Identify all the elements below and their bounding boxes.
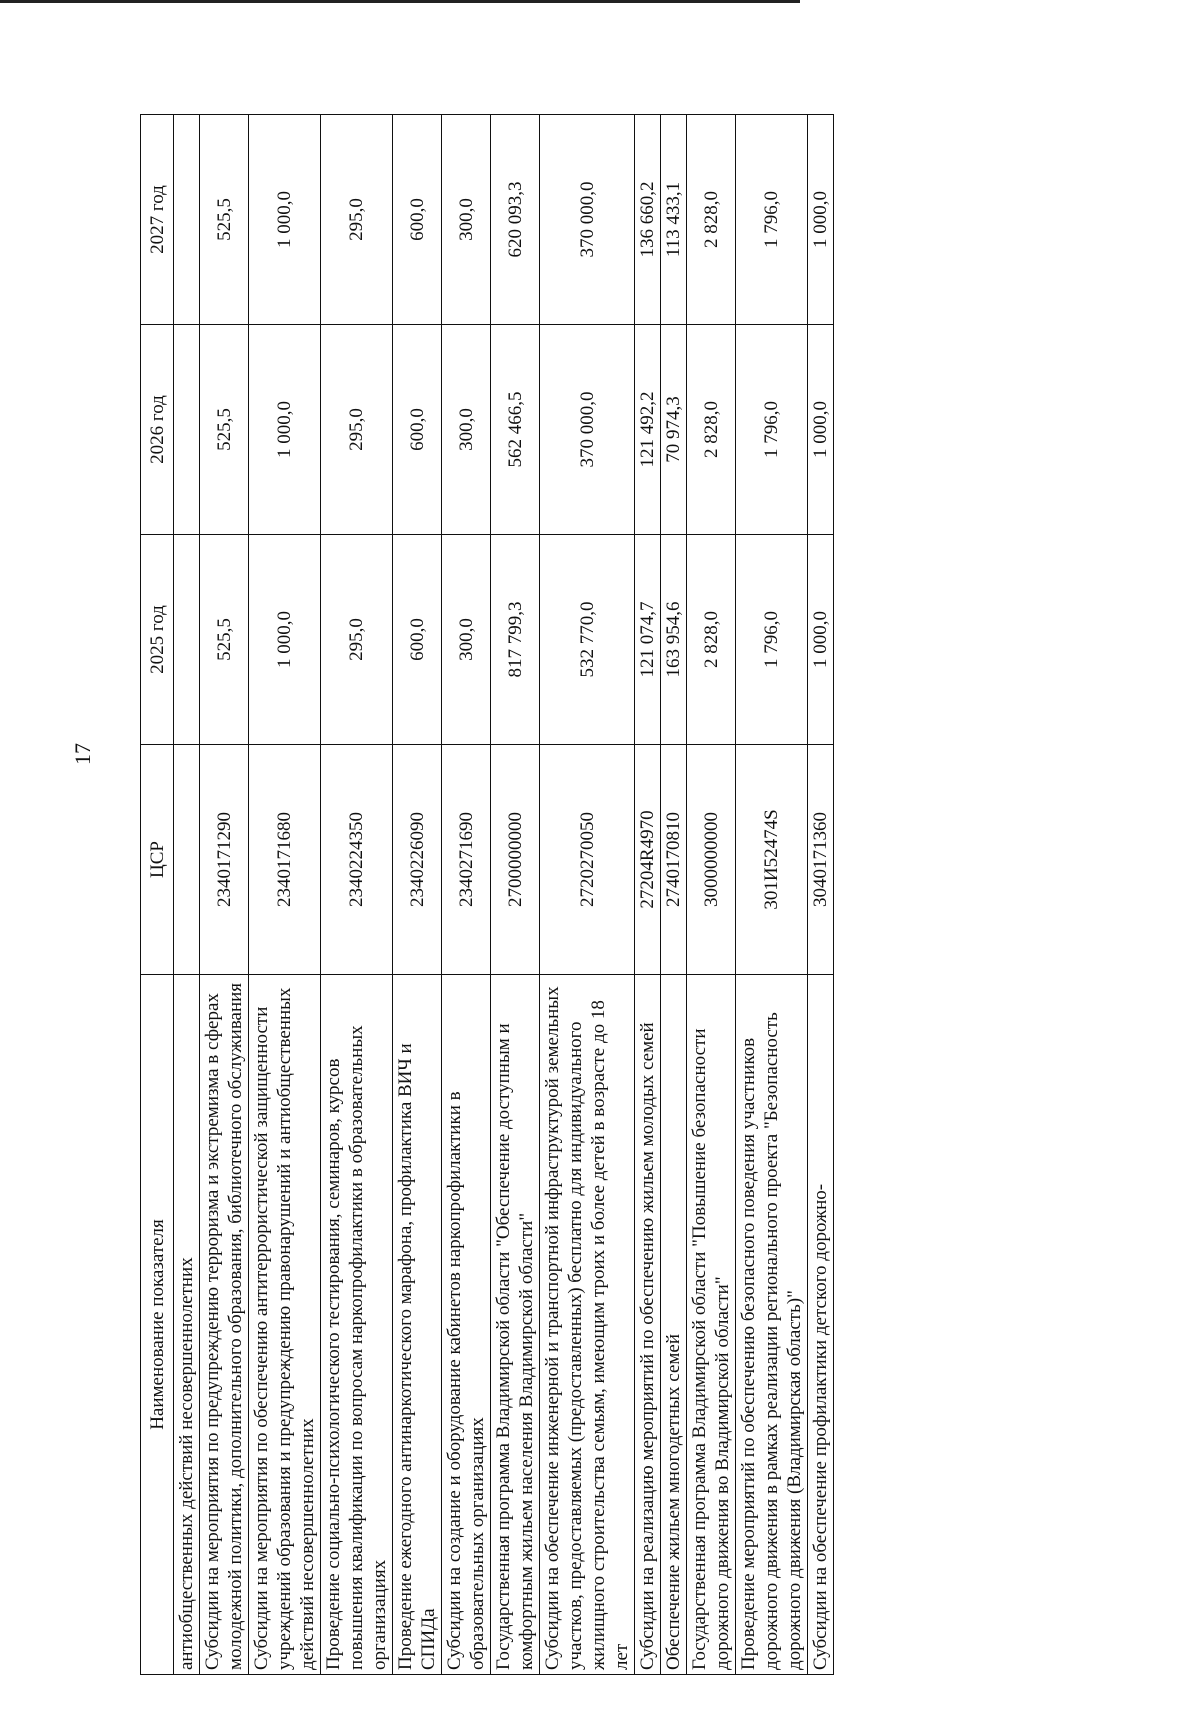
table-row (200, 115, 249, 1675)
cell-name: Проведение мероприятий по обеспечению безопасного поведения участников дорожного движения в рамках реализации регионального проекта "Безопасность дорожного движения (Владимирская область)" (736, 975, 808, 1675)
cell-2026: 562 466,5 (491, 325, 540, 535)
table-row (174, 115, 200, 1675)
cell-name: Субсидии на мероприятия по обеспечению антитеррористической защищенности учреждений образования и предупреждению правонарушений и антиобщественных действий несовершеннолетних (249, 975, 321, 1675)
cell-2026 (174, 325, 200, 535)
table-row (249, 115, 321, 1675)
cell-csr: 2340171680 (249, 745, 321, 975)
cell-2026: 600,0 (393, 325, 442, 535)
budget-table (140, 114, 834, 1675)
table-row (687, 115, 736, 1675)
cell-2027: 370 000,0 (540, 115, 635, 325)
cell-name: Субсидии на мероприятия по предупреждению терроризма и экстремизма в сферах молодежной политики, дополнительного образования, библиотечного обслуживания (200, 975, 249, 1675)
cell-csr: 2720270050 (540, 745, 635, 975)
cell-name: Государственная программа Владимирской области "Обеспечение доступным и комфортным жильем населения Владимирской области" (491, 975, 540, 1675)
cell-2026: 1 796,0 (736, 325, 808, 535)
header-2026: 2026 год (141, 325, 174, 535)
cell-2026: 300,0 (442, 325, 491, 535)
cell-name: Обеспечение жильем многодетных семей (661, 975, 687, 1675)
table-row (393, 115, 442, 1675)
cell-csr (174, 745, 200, 975)
cell-name: Субсидии на создание и оборудование кабинетов наркопрофилактики в образовательных организациях (442, 975, 491, 1675)
rotated-page (70, 115, 1070, 1675)
cell-csr: 2340224350 (321, 745, 393, 975)
cell-2026: 121 492,2 (635, 325, 661, 535)
cell-2027: 1 796,0 (736, 115, 808, 325)
cell-csr: 2740170810 (661, 745, 687, 975)
table-row (661, 115, 687, 1675)
table-row (540, 115, 635, 1675)
header-2025: 2025 год (141, 535, 174, 745)
cell-2027: 1 000,0 (808, 115, 834, 325)
top-rule (0, 0, 800, 3)
cell-name: Субсидии на обеспечение инженерной и транспортной инфраструктурой земельных участков, предоставляемых (предоставленных) бесплатно для индивидуального жилищного строительства семьям, имеющим троих и более детей в возрасте до 18 лет (540, 975, 635, 1675)
cell-2027: 113 433,1 (661, 115, 687, 325)
cell-2025: 532 770,0 (540, 535, 635, 745)
cell-2026: 2 828,0 (687, 325, 736, 535)
cell-csr: 3000000000 (687, 745, 736, 975)
cell-2027: 1 000,0 (249, 115, 321, 325)
cell-2026: 525,5 (200, 325, 249, 535)
cell-2025: 1 796,0 (736, 535, 808, 745)
cell-name: Государственная программа Владимирской области "Повышение безопасности дорожного движения во Владимирской области" (687, 975, 736, 1675)
cell-2025: 163 954,6 (661, 535, 687, 745)
cell-2027: 525,5 (200, 115, 249, 325)
cell-csr: 2700000000 (491, 745, 540, 975)
cell-2027: 620 093,3 (491, 115, 540, 325)
table-row (491, 115, 540, 1675)
header-csr: ЦСР (141, 745, 174, 975)
cell-2026: 1 000,0 (249, 325, 321, 535)
table-header-row (141, 115, 174, 1675)
cell-2025: 121 074,7 (635, 535, 661, 745)
cell-csr: 27204R4970 (635, 745, 661, 975)
header-2027: 2027 год (141, 115, 174, 325)
cell-2025: 295,0 (321, 535, 393, 745)
cell-csr: 301И52474S (736, 745, 808, 975)
cell-csr: 2340171290 (200, 745, 249, 975)
cell-2026: 295,0 (321, 325, 393, 535)
cell-name: антиобщественных действий несовершеннолетних (174, 975, 200, 1675)
page-number: 17 (70, 743, 95, 765)
cell-2025: 2 828,0 (687, 535, 736, 745)
table-row (808, 115, 834, 1675)
cell-2027: 2 828,0 (687, 115, 736, 325)
cell-2025: 600,0 (393, 535, 442, 745)
table-row (442, 115, 491, 1675)
table-row (321, 115, 393, 1675)
cell-2027: 136 660,2 (635, 115, 661, 325)
table-row (635, 115, 661, 1675)
cell-name: Проведение социально-психологического тестирования, семинаров, курсов повышения квалификации по вопросам наркопрофилактики в образовательных организациях (321, 975, 393, 1675)
header-name: Наименование показателя (141, 975, 174, 1675)
cell-2026: 370 000,0 (540, 325, 635, 535)
cell-2026: 1 000,0 (808, 325, 834, 535)
cell-csr: 2340226090 (393, 745, 442, 975)
cell-2025: 1 000,0 (808, 535, 834, 745)
cell-2027: 600,0 (393, 115, 442, 325)
cell-2027: 295,0 (321, 115, 393, 325)
cell-csr: 2340271690 (442, 745, 491, 975)
cell-2025: 300,0 (442, 535, 491, 745)
cell-2027: 300,0 (442, 115, 491, 325)
cell-2025 (174, 535, 200, 745)
table-row (736, 115, 808, 1675)
cell-name: Субсидии на обеспечение профилактики детского дорожно- (808, 975, 834, 1675)
cell-name: Проведение ежегодного антинаркотического марафона, профилактика ВИЧ и СПИДа (393, 975, 442, 1675)
cell-2026: 70 974,3 (661, 325, 687, 535)
cell-name: Субсидии на реализацию мероприятий по обеспечению жильем молодых семей (635, 975, 661, 1675)
cell-csr: 3040171360 (808, 745, 834, 975)
cell-2025: 525,5 (200, 535, 249, 745)
cell-2027 (174, 115, 200, 325)
cell-2025: 817 799,3 (491, 535, 540, 745)
cell-2025: 1 000,0 (249, 535, 321, 745)
